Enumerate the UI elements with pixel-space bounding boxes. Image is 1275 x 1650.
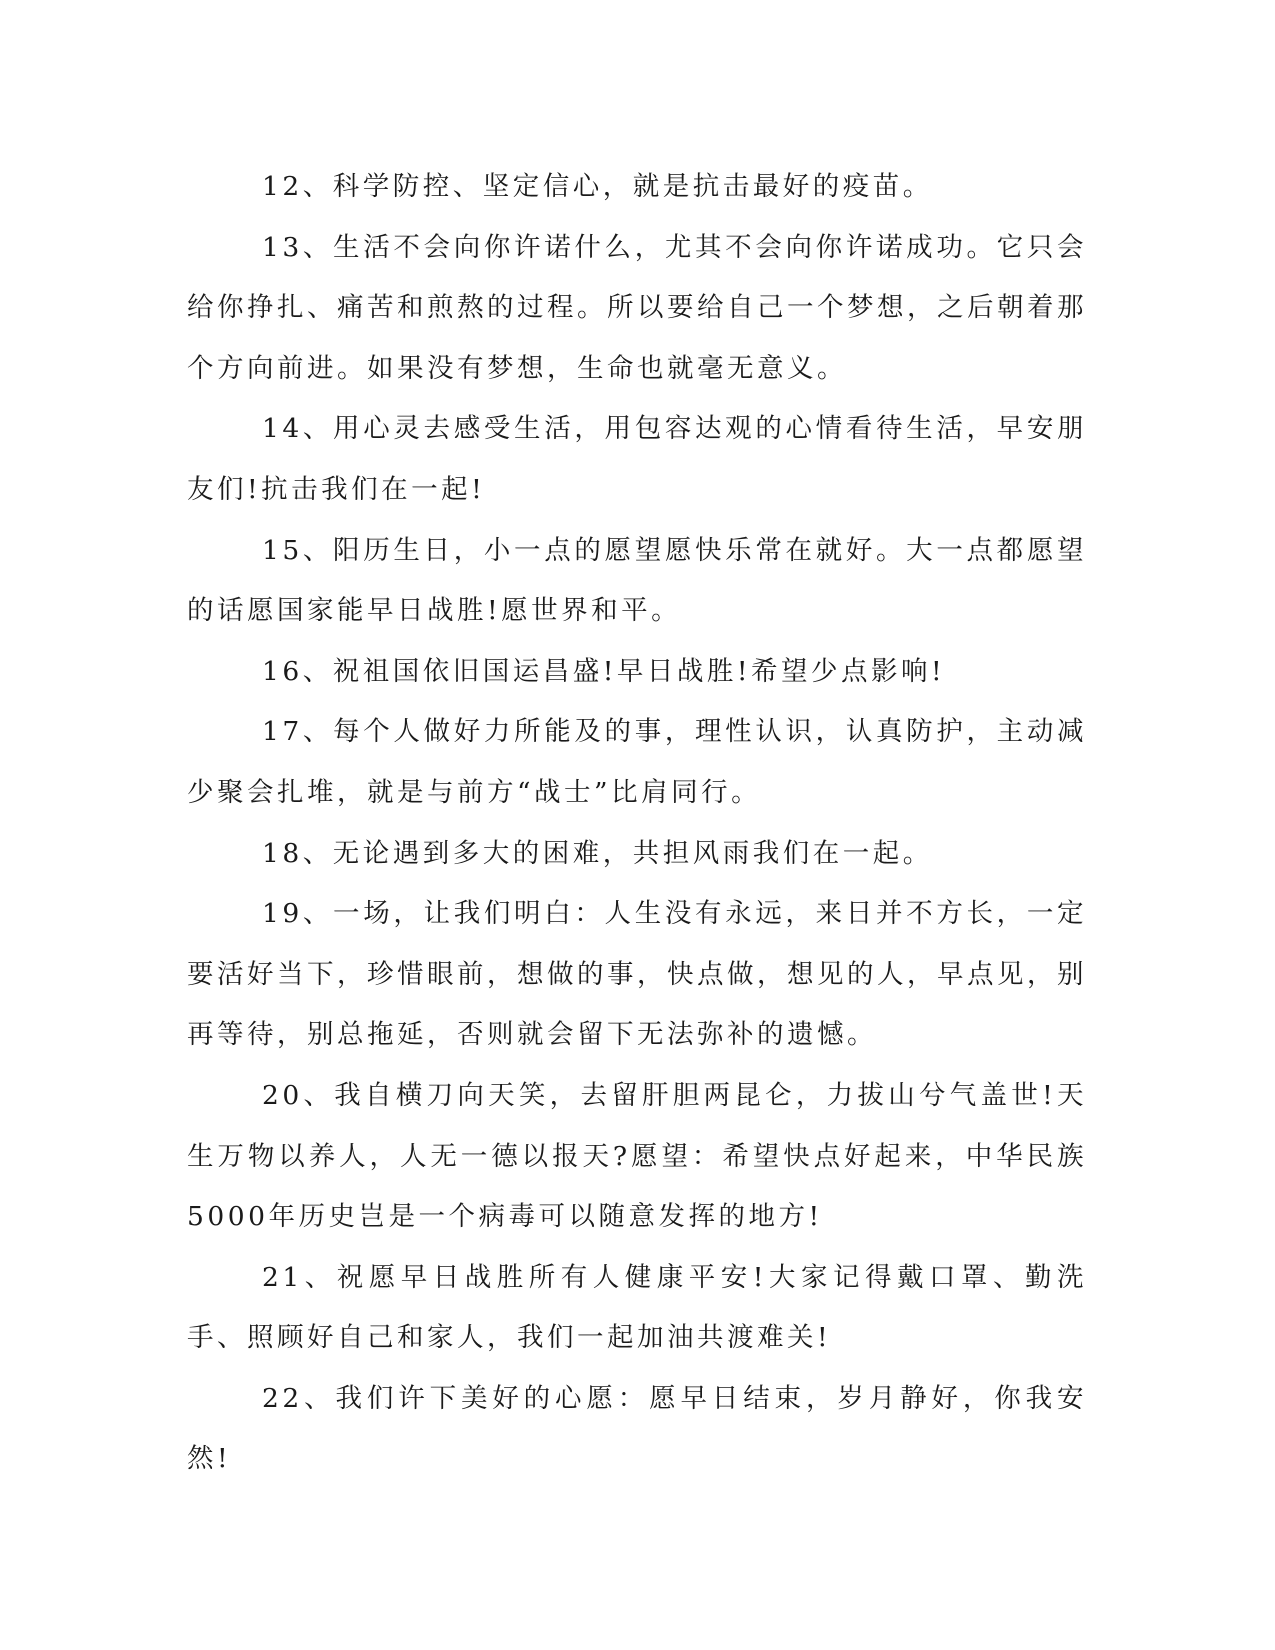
paragraph-18: 18、无论遇到多大的困难，共担风雨我们在一起。 bbox=[262, 837, 933, 869]
paragraph-21: 21、祝愿早日战胜所有人健康平安!大家记得戴口罩、勤洗手、照顾好自己和家人，我们一起加油共渡难关! bbox=[187, 1261, 1087, 1354]
paragraph-22: 22、我们许下美好的心愿：愿早日结束，岁月静好，你我安然! bbox=[187, 1382, 1087, 1475]
paragraph-15: 15、阳历生日，小一点的愿望愿快乐常在就好。大一点都愿望的话愿国家能早日战胜!愿世界和平。 bbox=[187, 534, 1087, 627]
paragraph-16: 16、祝祖国依旧国运昌盛!早日战胜!希望少点影响! bbox=[262, 655, 946, 687]
paragraph-13: 13、生活不会向你许诺什么，尤其不会向你许诺成功。它只会给你挣扎、痛苦和煎熬的过程。所以要给自己一个梦想，之后朝着那个方向前进。如果没有梦想，生命也就毫无意义。 bbox=[187, 231, 1087, 384]
paragraph-19: 19、一场，让我们明白：人生没有永远，来日并不方长，一定要活好当下，珍惜眼前，想做的事，快点做，想见的人，早点见，别再等待，别总拖延，否则就会留下无法弥补的遗憾。 bbox=[187, 898, 1087, 1051]
paragraph-20: 20、我自横刀向天笑，去留肝胆两昆仑，力拔山兮气盖世!天生万物以养人，人无一德以报天?愿望：希望快点好起来，中华民族5000年历史岂是一个病毒可以随意发挥的地方! bbox=[187, 1079, 1087, 1233]
document-body bbox=[187, 157, 1087, 1490]
paragraph-14: 14、用心灵去感受生活，用包容达观的心情看待生活，早安朋友们!抗击我们在一起! bbox=[187, 413, 1087, 505]
paragraph-12: 12、科学防控、坚定信心，就是抗击最好的疫苗。 bbox=[262, 171, 933, 202]
paragraph-17: 17、每个人做好力所能及的事，理性认识，认真防护，主动减少聚会扎堆，就是与前方“战士”比肩同行。 bbox=[187, 716, 1087, 808]
